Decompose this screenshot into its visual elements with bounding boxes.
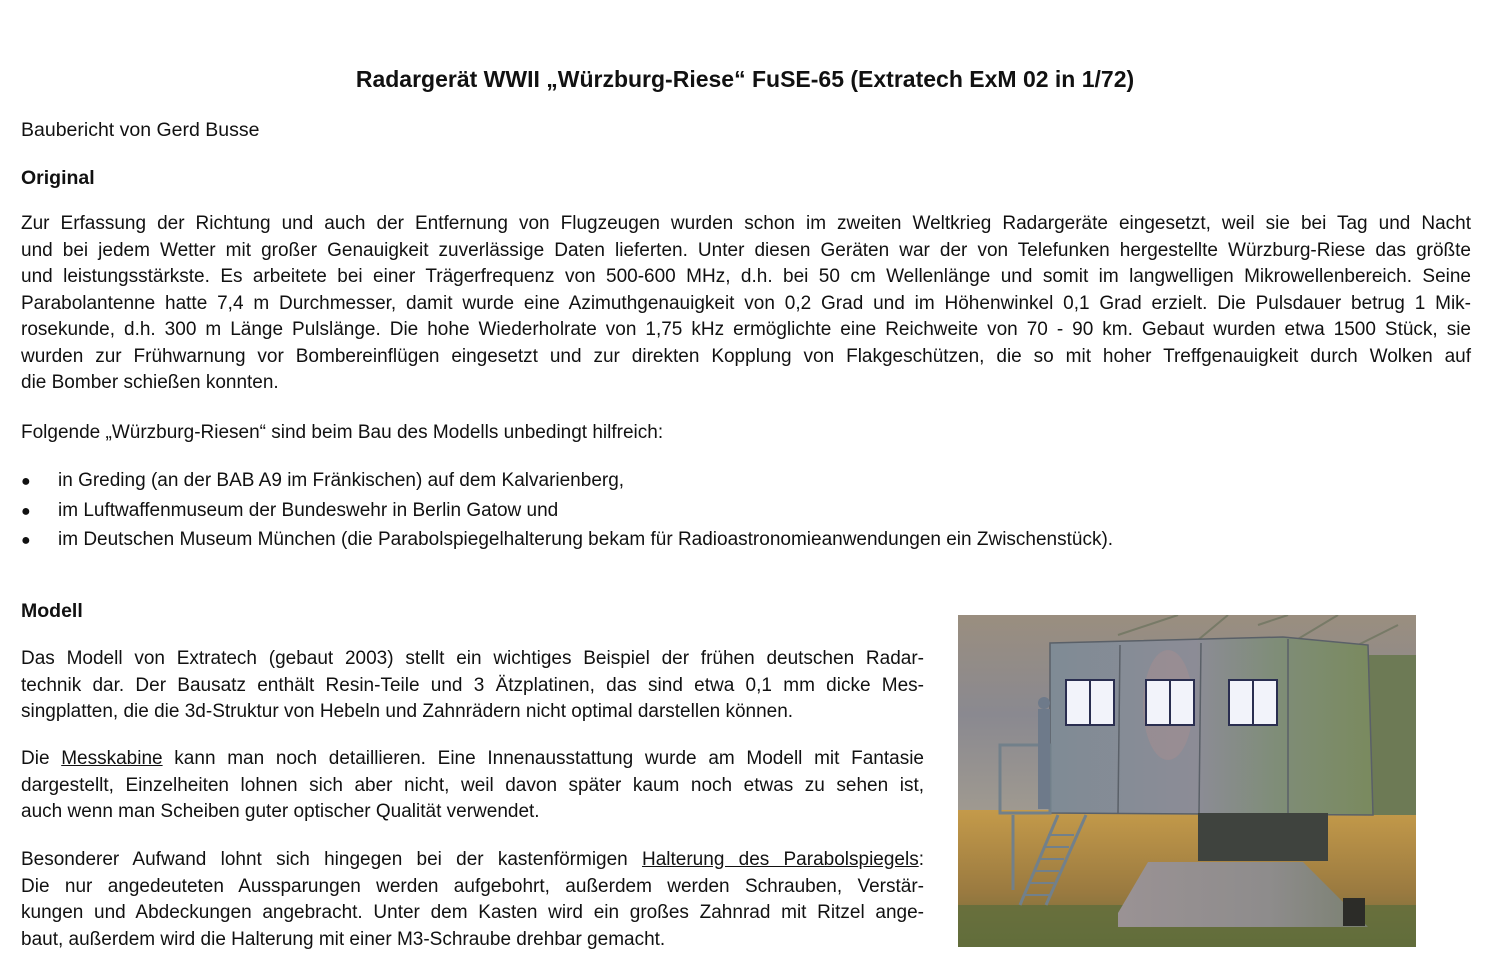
text-line: auch wenn man Scheiben guter optischer Qualität verwendet. bbox=[21, 801, 540, 822]
paragraph-original-locations-intro bbox=[21, 420, 1221, 447]
text-fragment: Die bbox=[21, 748, 62, 769]
text-line bbox=[21, 847, 924, 874]
link-halterung-parabolspiegel[interactable]: Halterung des Parabolspiegels bbox=[642, 849, 919, 870]
document-title: Radargerät WWII „Würzburg-Riese“ FuSE-65 (Extratech ExM 02 in 1/72) bbox=[355, 66, 1135, 92]
text-line: und bei jedem Wetter mit großer Genauigkeit zuverlässige Daten lieferten. Unter diesen Geräten war der von Telefunken hergestellte Würzburg-Riese das größte bbox=[21, 239, 1471, 261]
text-line: singplatten, die die 3d-Struktur von Hebeln und Zahnrädern nicht optimal darstellen können. bbox=[21, 701, 794, 722]
bullet-icon: ● bbox=[21, 473, 31, 490]
text-fragment: : bbox=[918, 849, 924, 870]
list-item bbox=[21, 467, 1113, 497]
text-line: die Bomber schießen konnten. bbox=[21, 372, 279, 393]
bullet-icon: ● bbox=[21, 532, 31, 549]
link-messkabine[interactable]: Messkabine bbox=[61, 748, 163, 769]
text-line: Parabolantenne hatte 7,4 m Durchmesser, damit wurde eine Azimuthgenauigkeit von 0,2 Grad und im Höhenwinkel 0,1 Grad erzielt. Die Pulsdauer betrug 1 Mik- bbox=[21, 292, 1471, 314]
list-item bbox=[21, 526, 1113, 556]
text-line: und leistungsstärkste. Es arbeitete bei einer Trägerfrequenz von 500-600 MHz, d.h. bei 50 cm Wellenlänge und somit im langwelligen Mikrowellenbereich. Seine bbox=[21, 266, 1471, 287]
text-fragment: kann man noch detaillieren. Eine Innenausstattung wurde am Modell mit Fantasie bbox=[162, 748, 924, 769]
paragraph-modell-halterung bbox=[21, 847, 924, 953]
locations-list bbox=[21, 467, 1113, 556]
list-item-text: in Greding (an der BAB A9 im Fränkischen) auf dem Kalvarienberg, bbox=[58, 470, 625, 491]
text-line: kungen und Abdeckungen angebracht. Unter dem Kasten wird ein großes Zahnrad mit Ritzel ange- bbox=[21, 902, 924, 923]
text-line: technik dar. Der Bausatz enthält Resin-Teile und 3 Ätzplatinen, das sind etwa 0,1 mm dicke Mes- bbox=[21, 674, 924, 696]
paragraph-modell-messkabine bbox=[21, 746, 924, 826]
text-line: rosekunde, d.h. 300 m Länge Pulslänge. Die hohe Wiederholrate von 1,75 kHz ermöglichte eine Reichweite von 70 - 90 km. Gebaut wurden etwa 1500 Stück, sie bbox=[21, 319, 1471, 340]
list-item bbox=[21, 497, 1113, 527]
paragraph-modell-kit bbox=[21, 646, 924, 726]
heading-modell: Modell bbox=[21, 600, 83, 622]
model-photo bbox=[958, 615, 1416, 947]
text-line: Das Modell von Extratech (gebaut 2003) stellt ein wichtiges Beispiel der frühen deutschen Radar- bbox=[21, 648, 924, 669]
bullet-icon: ● bbox=[21, 502, 31, 520]
text-line: wurden zur Frühwarnung vor Bombereinflügen eingesetzt und zur direkten Kopplung von Flakgeschützen, die so mit hoher Treffgenauigkeit durch Wolken auf bbox=[21, 345, 1471, 367]
radar-cabin-model-image bbox=[958, 615, 1416, 947]
text-line: dargestellt, Einzelheiten lohnen sich aber nicht, weil davon später kaum noch etwas zu sehen ist, bbox=[21, 774, 924, 796]
text-fragment: Besonderer Aufwand lohnt sich hingegen bei der kastenförmigen bbox=[21, 849, 642, 870]
text-line: Die nur angedeuteten Aussparungen werden aufgebohrt, außerdem werden Schrauben, Verstär- bbox=[21, 875, 924, 897]
text-line bbox=[21, 746, 924, 773]
text-line: Zur Erfassung der Richtung und auch der Entfernung von Flugzeugen wurden schon im zweiten Weltkrieg Radargeräte eingesetzt, weil sie bei Tag und Nacht bbox=[21, 213, 1471, 234]
heading-original: Original bbox=[21, 167, 95, 189]
paragraph-original-history bbox=[21, 211, 1471, 397]
text-line: baut, außerdem wird die Halterung mit einer M3-Schraube drehbar gemacht. bbox=[21, 928, 666, 950]
list-item-text: im Luftwaffenmuseum der Bundeswehr in Berlin Gatow und bbox=[58, 499, 559, 521]
author-line: Baubericht von Gerd Busse bbox=[21, 119, 260, 141]
text-line: Folgende „Würzburg-Riesen“ sind beim Bau des Modells unbedingt hilfreich: bbox=[21, 422, 664, 443]
list-item-text: im Deutschen Museum München (die Parabolspiegelhalterung bekam für Radioastronomieanwendungen ein Zwischenstück). bbox=[58, 529, 1114, 550]
